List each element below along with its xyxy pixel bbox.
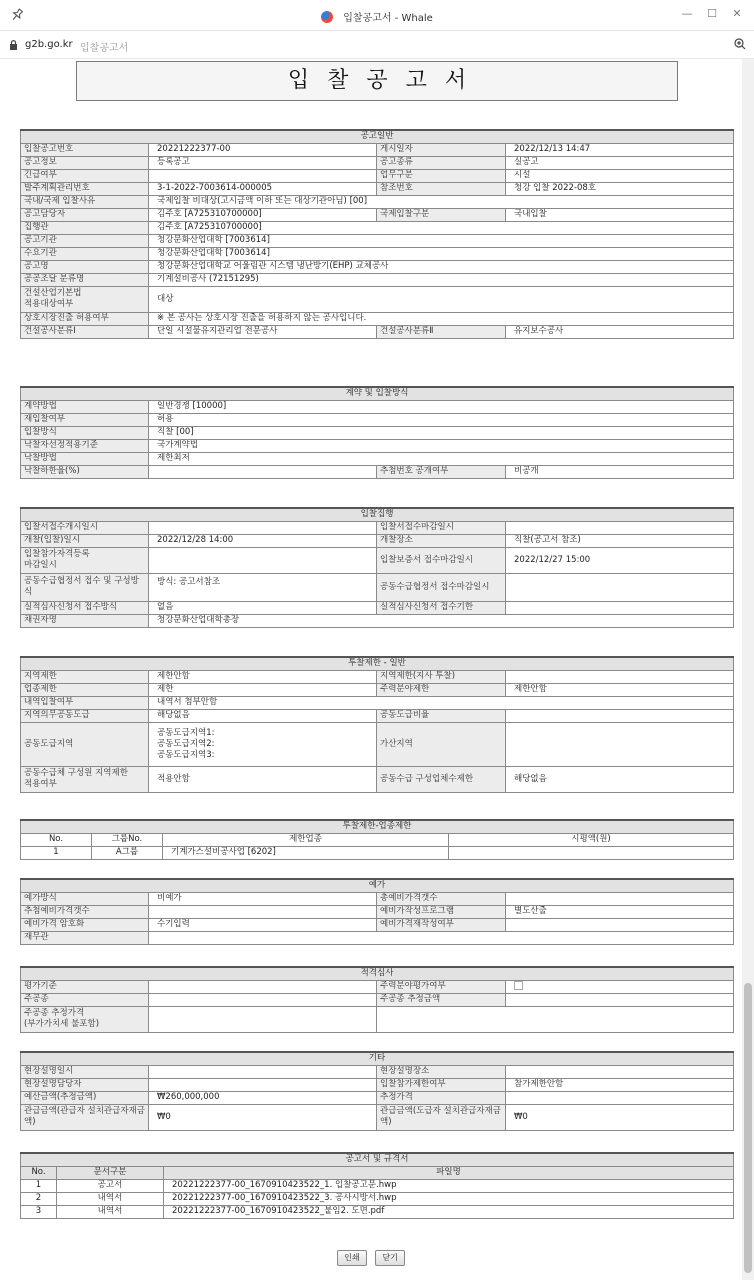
field-label: 입찰서접수개시일시 xyxy=(21,521,149,534)
field-label: 현장설명일시 xyxy=(21,1065,149,1078)
field-label: 주력분야제한 xyxy=(377,683,506,696)
field-label: 예비가격 암호화 xyxy=(21,918,149,931)
draw-price-count xyxy=(149,905,377,918)
field-label: 재무관 xyxy=(21,931,149,944)
rebid: 허용 xyxy=(149,413,734,426)
field-label: 예비가격재작성여부 xyxy=(377,918,506,931)
joint-region-3: 공동도급지역3: xyxy=(157,749,215,760)
price-redo xyxy=(506,918,734,931)
finance-officer xyxy=(149,931,734,944)
field-label: 공공조달 분류명 xyxy=(21,273,149,286)
field-label: 업종제한 xyxy=(21,683,149,696)
field-label: 재입찰여부 xyxy=(21,413,149,426)
table-row xyxy=(21,1192,734,1205)
joint-region-list xyxy=(149,722,377,766)
column-header: 파일명 xyxy=(164,1166,734,1179)
main-eval-cell xyxy=(506,980,734,993)
field-label: 공고기관 xyxy=(21,234,149,247)
address-page-title: 입찰공고서 xyxy=(80,43,129,54)
field-label: 현장설명장소 xyxy=(377,1065,506,1078)
main-field-limit: 제한안함 xyxy=(506,683,734,696)
reference-number: 청강 입찰 2022-08호 xyxy=(506,182,734,195)
row-amount xyxy=(449,846,734,859)
bond-deadline: 2022/12/27 15:00 xyxy=(506,547,734,573)
document-title: 입찰공고서 xyxy=(76,61,678,101)
field-label: 공동도급비율 xyxy=(377,709,506,722)
price-program: 별도산출 xyxy=(506,905,734,918)
section-header: 투찰제한 - 일반 xyxy=(21,657,734,670)
notice-name: 청강문화산업대학교 어울림관 시스템 냉난방기(EHP) 교체공사 xyxy=(149,260,734,273)
field-label: 참조번호 xyxy=(377,182,506,195)
field-label: 총예비가격갯수 xyxy=(377,892,506,905)
column-header: 시평액(원) xyxy=(449,833,734,846)
field-label: 공동수급협정서 접수 및 구성방식 xyxy=(21,573,149,601)
field-label: 추첨번호 공개여부 xyxy=(377,465,506,478)
field-label: 건설공사분류Ⅰ xyxy=(21,325,149,338)
main-work-amount xyxy=(506,993,734,1006)
close-button[interactable]: 닫기 xyxy=(375,1250,404,1266)
file-link[interactable]: 20221222377-00_1670910423522_1. 입찰공고문.hwp xyxy=(164,1179,734,1192)
row-number: 1 xyxy=(21,846,92,859)
field-label: 공동수급협정서 접수마감일시 xyxy=(377,573,506,601)
regional-duty: 해당없음 xyxy=(149,709,377,722)
branch-limit xyxy=(506,670,734,683)
field-label: 관급금액(도급자 설치관급자재금액) xyxy=(377,1104,506,1130)
law-applicable: 대상 xyxy=(149,286,734,312)
lower-limit xyxy=(149,465,377,478)
field-label: 가산지역 xyxy=(377,722,506,766)
file-number: 1 xyxy=(21,1179,57,1192)
field-label: 개찰장소 xyxy=(377,534,506,547)
field-label: 계약방법 xyxy=(21,400,149,413)
field-label: 추첨예비가격갯수 xyxy=(21,905,149,918)
section-header: 예가 xyxy=(21,879,734,892)
field-label: 공동수급 구성업체수제한 xyxy=(377,766,506,792)
site-briefing-officer xyxy=(149,1078,377,1091)
field-label: 입찰보증서 접수마감일시 xyxy=(377,547,506,573)
address-domain[interactable]: g2b.go.kr xyxy=(25,39,73,50)
price-section xyxy=(20,878,734,945)
minimize-button[interactable]: — xyxy=(681,7,693,20)
field-label: 게시일자 xyxy=(377,143,506,156)
field-label: 예가방식 xyxy=(21,892,149,905)
field-label: 수요기관 xyxy=(21,247,149,260)
joint-count-limit: 해당없음 xyxy=(506,766,734,792)
field-label: 개찰(입찰)일시 xyxy=(21,534,149,547)
limit-section xyxy=(20,656,734,793)
itemized-bid: 내역서 첨부안함 xyxy=(149,696,734,709)
industry-limit-section xyxy=(20,819,734,860)
row-industry: 기계가스설비공사업 [6202] xyxy=(163,846,449,859)
column-header: 제한업종 xyxy=(163,833,449,846)
gov-supply-amount: ₩0 xyxy=(149,1104,377,1130)
column-header: 문서구분 xyxy=(57,1166,164,1179)
field-label: 입찰서접수마감일시 xyxy=(377,521,506,534)
field-label: 실적심사신청서 접수기한 xyxy=(377,601,506,614)
field-label: 채권자명 xyxy=(21,614,149,627)
maximize-button[interactable]: ☐ xyxy=(707,7,717,20)
table-row xyxy=(21,1179,734,1192)
field-label: 입찰방식 xyxy=(21,426,149,439)
receipt-start xyxy=(149,521,377,534)
file-type: 내역서 xyxy=(57,1192,164,1205)
field-label: 공고명 xyxy=(21,260,149,273)
joint-config-limit: 적용안함 xyxy=(149,766,377,792)
lock-icon xyxy=(9,40,18,50)
joint-ratio xyxy=(506,709,734,722)
opening-date: 2022/12/28 14:00 xyxy=(149,534,377,547)
field-label: 주공종 추정가격 (부가가치세 불포함) xyxy=(21,1006,149,1032)
table-row xyxy=(21,1205,734,1218)
field-label: 공동도급지역 xyxy=(21,722,149,766)
field-label: 낙찰자선정적용기준 xyxy=(21,439,149,452)
performance-method: 없음 xyxy=(149,601,377,614)
field-label: 예산금액(추정금액) xyxy=(21,1091,149,1104)
notice-officer: 김주호 [A725310700000] xyxy=(149,208,377,221)
joint-method: 방식: 공고서참조 xyxy=(149,573,377,601)
field-label: 건설산업기본법 적용대상여부 xyxy=(21,286,149,312)
field-label: 입찰참가자격등록 마감일시 xyxy=(21,547,149,573)
field-label: 입찰공고번호 xyxy=(21,143,149,156)
field-label: 국내/국제 입찰사유 xyxy=(21,195,149,208)
performance-deadline xyxy=(506,601,734,614)
bid-number: 20221222377-00 xyxy=(149,143,377,156)
total-price-count xyxy=(506,892,734,905)
scrollbar[interactable] xyxy=(742,59,754,1280)
field-label: 집행관 xyxy=(21,221,149,234)
price-encryption: 수기입력 xyxy=(149,918,377,931)
file-type: 내역서 xyxy=(57,1205,164,1218)
field-label: 공고담당자 xyxy=(21,208,149,221)
section-header: 투찰제한-업종제한 xyxy=(21,820,734,833)
lottery-public: 비공개 xyxy=(506,465,734,478)
section-header: 공고서 및 규격서 xyxy=(21,1153,734,1166)
file-type: 공고서 xyxy=(57,1179,164,1192)
etc-section xyxy=(20,1051,734,1131)
joint-deadline xyxy=(506,573,734,601)
column-header: 그룹No. xyxy=(92,833,163,846)
main-eval-checkbox[interactable] xyxy=(514,981,523,990)
plan-number: 3-1-2022-7003614-000005 xyxy=(149,182,377,195)
industry-limit: 제한 xyxy=(149,683,377,696)
section-header: 적격심사 xyxy=(21,967,734,980)
field-label: 건설공사분류Ⅱ xyxy=(377,325,506,338)
main-work-estimate xyxy=(149,1006,377,1032)
receipt-end xyxy=(506,521,734,534)
schedule-section xyxy=(20,507,734,628)
field-label: 관급금액(관급자 설치관급자재금액) xyxy=(21,1104,149,1130)
field-label: 예비가작성프로그램 xyxy=(377,905,506,918)
field-label: 주력분야평가여부 xyxy=(377,980,506,993)
work-type: 시설 xyxy=(506,169,734,182)
intl-type: 국내입찰 xyxy=(506,208,734,221)
award-method: 제한최저 xyxy=(149,452,734,465)
field-label: 발주계획관리번호 xyxy=(21,182,149,195)
section-header: 공고일반 xyxy=(21,130,734,143)
site-briefing-place xyxy=(506,1065,734,1078)
field-label: 공고정보 xyxy=(21,156,149,169)
print-button[interactable]: 인쇄 xyxy=(337,1250,366,1266)
urgent-value xyxy=(149,169,377,182)
opening-place: 직찰(공고서 참조) xyxy=(506,534,734,547)
construction-class-1: 단일 시설물유지관리업 전문공사 xyxy=(149,325,377,338)
field-label: 평가기준 xyxy=(21,980,149,993)
column-header: No. xyxy=(21,833,92,846)
files-section xyxy=(20,1152,734,1219)
table-row xyxy=(21,846,734,859)
region-limit: 제한안함 xyxy=(149,670,377,683)
extra-region xyxy=(506,722,734,766)
contractor-supply-amount: ₩0 xyxy=(506,1104,734,1130)
registration-deadline xyxy=(149,547,377,573)
post-date: 2022/12/13 14:47 xyxy=(506,143,734,156)
column-header: No. xyxy=(21,1166,57,1179)
demand-agency: 청강문화산업대학 [7003614] xyxy=(149,247,734,260)
executor: 김주호 [A725310700000] xyxy=(149,221,734,234)
notice-kind: 실공고 xyxy=(506,156,734,169)
mutual-market-notice: ※ 본 공사는 상호시장 진출을 허용하지 않는 공사입니다. xyxy=(149,312,734,325)
award-criteria: 국가계약법 xyxy=(149,439,734,452)
evaluation-basis xyxy=(149,980,377,993)
field-label: 입찰참가제한여부 xyxy=(377,1078,506,1091)
close-window-button[interactable]: ✕ xyxy=(732,7,742,20)
section-header: 입찰집행 xyxy=(21,508,734,521)
window-titlebar xyxy=(0,0,754,31)
general-section xyxy=(20,129,734,339)
field-label: 추정가격 xyxy=(377,1091,506,1104)
field-label: 낙찰하한율(%) xyxy=(21,465,149,478)
qualify-section xyxy=(20,966,734,1033)
file-number: 3 xyxy=(21,1205,57,1218)
joint-region-1: 공동도급지역1: xyxy=(157,727,215,738)
zoom-icon[interactable] xyxy=(734,38,746,50)
field-label: 공동수급체 구성원 지역제한 적용여부 xyxy=(21,766,149,792)
file-number: 2 xyxy=(21,1192,57,1205)
bid-method: 직찰 [00] xyxy=(149,426,734,439)
field-label: 지역의무공동도급 xyxy=(21,709,149,722)
field-label: 상호시장진출 허용여부 xyxy=(21,312,149,325)
whale-logo-icon xyxy=(321,11,333,23)
file-link[interactable]: 20221222377-00_1670910423522_3. 공사시방서.hwp xyxy=(164,1192,734,1205)
contract-section xyxy=(20,386,734,479)
notice-agency: 청강문화산업대학 [7003614] xyxy=(149,234,734,247)
field-label: 내역입찰여부 xyxy=(21,696,149,709)
field-label: 실적심사신청서 접수방식 xyxy=(21,601,149,614)
procurement-category: 기계설비공사 (72151295) xyxy=(149,273,734,286)
field-label: 주공종 추정금액 xyxy=(377,993,506,1006)
address-bar xyxy=(0,31,754,59)
field-label: 지역제한(지사 투찰) xyxy=(377,670,506,683)
section-header: 기타 xyxy=(21,1052,734,1065)
file-link[interactable]: 20221222377-00_1670910423522_붙임2. 도면.pdf xyxy=(164,1205,734,1218)
intl-reason: 국제입찰 비대상(고시금액 이하 또는 대상기관아님) [00] xyxy=(149,195,734,208)
scrollbar-thumb[interactable] xyxy=(744,983,752,1273)
field-label: 긴급여부 xyxy=(21,169,149,182)
field-label: 공고종류 xyxy=(377,156,506,169)
joint-region-2: 공동도급지역2: xyxy=(157,738,215,749)
empty-cell xyxy=(377,1006,734,1032)
section-header: 계약 및 입찰방식 xyxy=(21,387,734,400)
field-label: 국제입찰구분 xyxy=(377,208,506,221)
field-label: 낙찰방법 xyxy=(21,452,149,465)
window-title: 입찰공고서 - Whale xyxy=(0,9,754,24)
entry-limit: 참가제한안함 xyxy=(506,1078,734,1091)
price-method: 비예가 xyxy=(149,892,377,905)
site-briefing-date xyxy=(149,1065,377,1078)
field-label: 주공종 xyxy=(21,993,149,1006)
construction-class-2: 유지보수공사 xyxy=(506,325,734,338)
page-content xyxy=(0,59,742,1280)
button-row xyxy=(0,1250,742,1266)
creditor-name: 청강문화산업대학총장 xyxy=(149,614,734,627)
row-group: A그룹 xyxy=(92,846,163,859)
main-work xyxy=(149,993,377,1006)
budget-amount: ₩260,000,000 xyxy=(149,1091,377,1104)
estimated-price xyxy=(506,1091,734,1104)
field-label: 업무구분 xyxy=(377,169,506,182)
field-label: 지역제한 xyxy=(21,670,149,683)
field-label: 현장설명담당자 xyxy=(21,1078,149,1091)
notice-info: 등록공고 xyxy=(149,156,377,169)
contract-method: 일반경쟁 [10000] xyxy=(149,400,734,413)
